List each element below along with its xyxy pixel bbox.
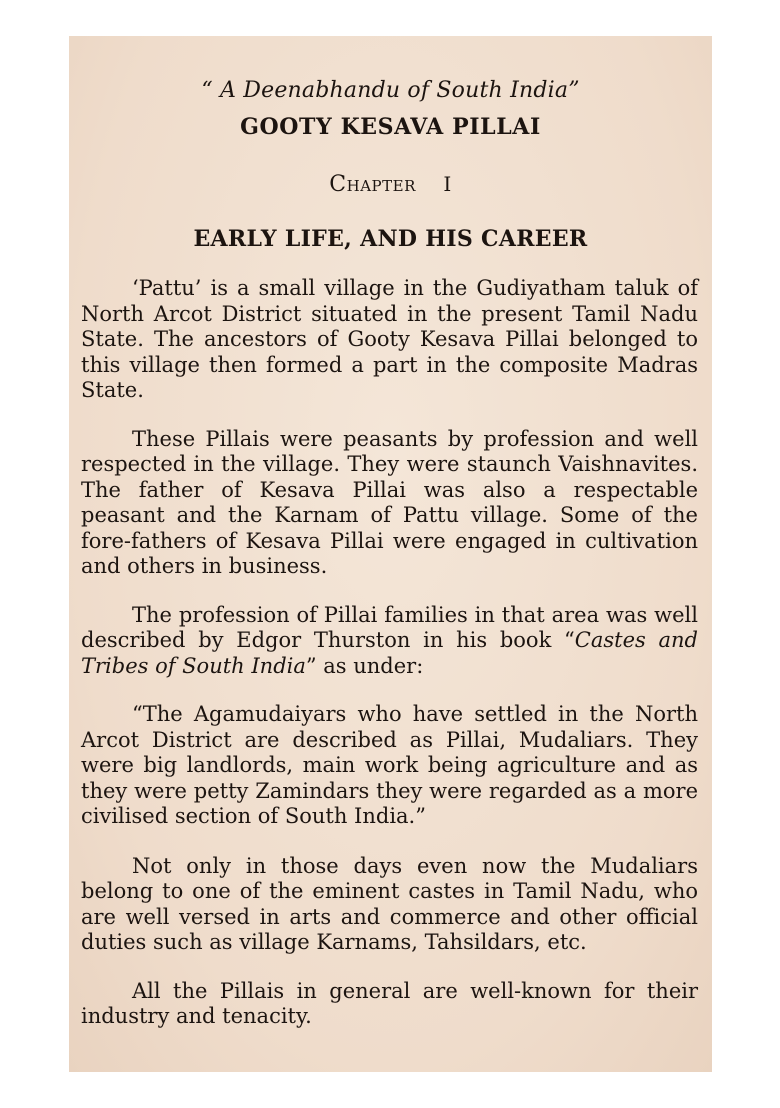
paragraph-quotation: “The Agamudaiyars who have settled in the North Arcot District are described as Pillai, Mudaliars. They were big landlords, main work being agriculture and as they were petty Zamindars they were regarded as a more civilised section of South India.” (81, 702, 698, 828)
chapter-label (69, 172, 712, 197)
book-page (69, 36, 712, 1072)
chapter-separator (423, 172, 437, 196)
book-subtitle: “ A Deenabhandu of South India” (201, 78, 580, 103)
paragraph-profession (81, 603, 698, 680)
chapter-number: I (443, 172, 452, 196)
book-title: GOOTY KESAVA PILLAI (240, 114, 541, 140)
chapter-word: Chapter (329, 172, 416, 197)
paragraph-industry: All the Pillais in general are well-known for their industry and tenacity. (81, 978, 698, 1028)
paragraph-mudaliars: Not only in those days even now the Mudaliars belong to one of the eminent castes in Tamil Nadu, who are well versed in arts and commerce and other official duties such as village Karnams, Tahsildars, etc. (81, 853, 698, 954)
paragraph-peasants: These Pillais were peasants by profession and well respected in the village. They were staunch Vaishnavites. The father of Kesava Pillai was also a respectable peasant and the Karnam of Pattu village. Some of the fore-fathers of Kesava Pillai were engaged in cultivation and others in business. (81, 426, 698, 578)
book-reference: Castes and Tribes of South India (81, 628, 698, 678)
paragraph-profession-intro: The profession of Pillai families in that area was well described by Edgor Thurston in his book “ (81, 602, 698, 652)
paragraph-village: ‘Pattu’ is a small village in the Gudiyatham taluk of North Arcot District situated in the present Tamil Nadu State. The ancestors of Gooty Kesava Pillai belonged to this village then formed a part in the composite Madras State. (81, 276, 698, 402)
chapter-body (81, 276, 698, 1053)
chapter-heading: EARLY LIFE, AND HIS CAREER (193, 226, 588, 252)
paragraph-profession-end: ” as under: (305, 653, 424, 678)
